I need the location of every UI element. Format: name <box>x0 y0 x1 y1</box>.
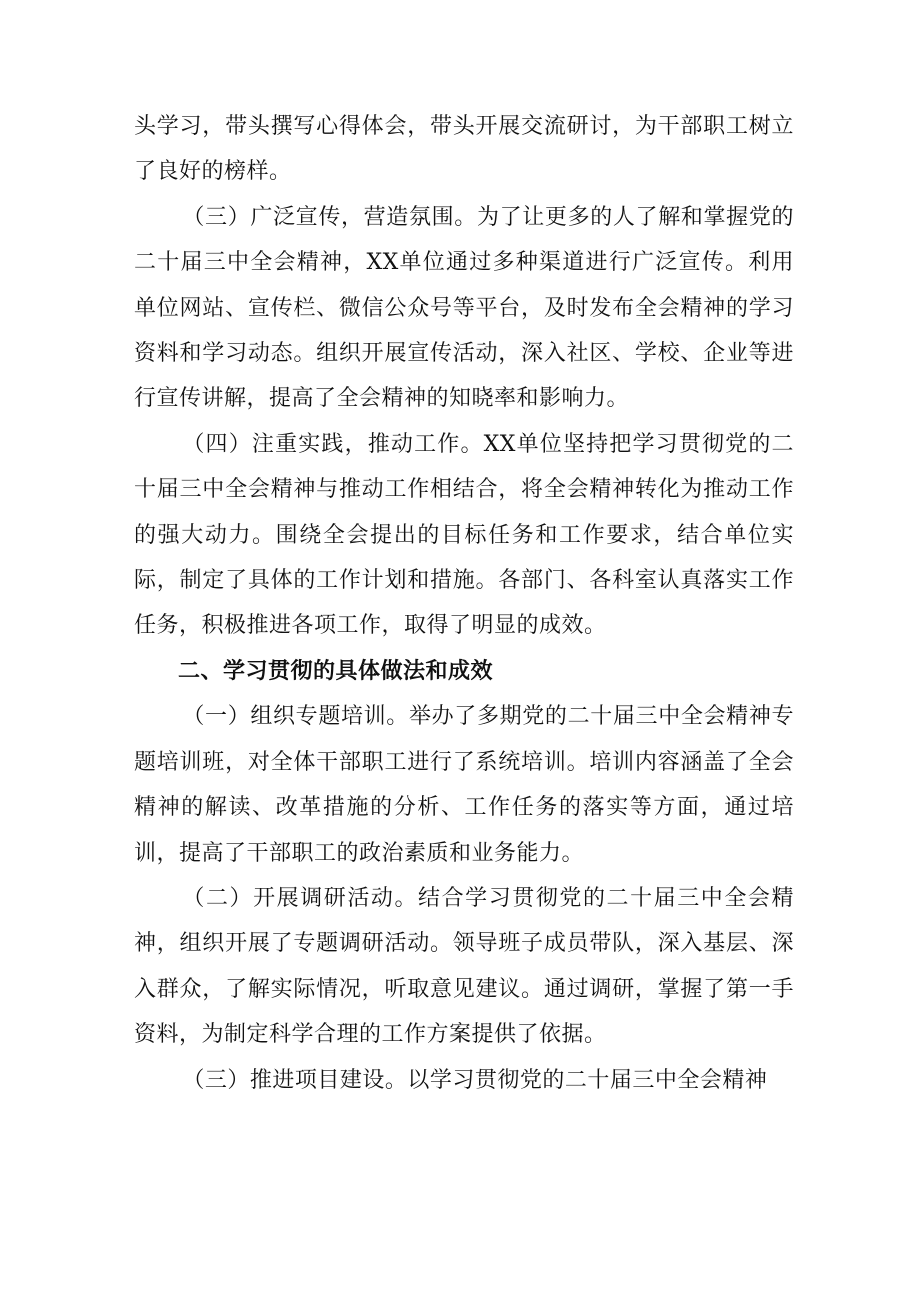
paragraph-training: （一）组织专题培训。举办了多期党的二十届三中全会精神专题培训班，对全体干部职工进行了系统培训。培训内容涵盖了全会精神的解读、改革措施的分析、工作任务的落实等方面，通过培训，提高了干部职工的政治素质和业务能力。 <box>134 704 794 866</box>
paragraph-projects: （三）推进项目建设。以学习贯彻党的二十届三中全会精神 <box>182 1067 768 1093</box>
paragraph-practice: （四）注重实践，推动工作。XX单位坚持把学习贯彻党的二十届三中全会精神与推动工作相结合，将全会精神转化为推动工作的强大动力。围绕全会提出的目标任务和工作要求，结合单位实际，制定了具体的工作计划和措施。各部门、各科室认真落实工作任务，积极推进各项工作，取得了明显的成效。 <box>134 431 794 639</box>
document-body <box>134 104 794 1103</box>
paragraph-continuation: 头学习，带头撰写心得体会，带头开展交流研讨，为干部职工树立了良好的榜样。 <box>134 114 794 185</box>
paragraph-research: （二）开展调研活动。结合学习贯彻党的二十届三中全会精神，组织开展了专题调研活动。领导班子成员带队，深入基层、深入群众，了解实际情况，听取意见建议。通过调研，掌握了第一手资料，为制定科学合理的工作方案提供了依据。 <box>134 885 794 1048</box>
section-heading: 二、学习贯彻的具体做法和成效 <box>178 658 494 684</box>
paragraph-publicity: （三）广泛宣传，营造氛围。为了让更多的人了解和掌握党的二十届三中全会精神，XX单位通过多种渠道进行广泛宣传。利用单位网站、宣传栏、微信公众号等平台，及时发布全会精神的学习资料和学习动态。组织开展宣传活动，深入社区、学校、企业等进行宣传讲解，提高了全会精神的知晓率和影响力。 <box>134 204 794 412</box>
